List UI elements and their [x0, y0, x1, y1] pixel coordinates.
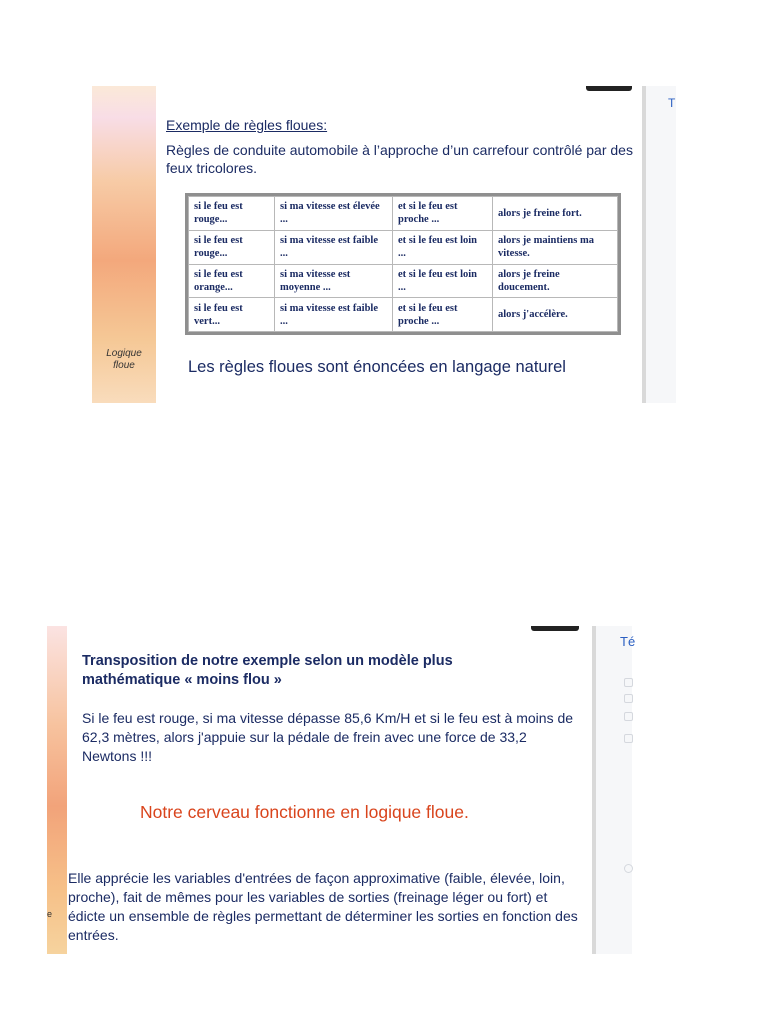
- slide-top-tab: [531, 626, 579, 631]
- slide-title: Transposition de notre exemple selon un modèle plus mathématique « moins flou »: [82, 653, 453, 688]
- table-cell: si le feu est orange...: [189, 264, 275, 298]
- slide-bottom-text: Elle apprécie les variables d'entrées de façon approximative (faible, élevée, loin, proche), fait de mêmes pour les variables de sorties (freinage léger ou fort) et édicte un ensemble de règles permettant de déterminer les sorties en fonction des entrées.: [68, 870, 578, 943]
- table-row: [189, 264, 618, 298]
- slide-footer-text: Les règles floues sont énoncées en langage naturel: [188, 358, 566, 376]
- table-row: [189, 197, 618, 231]
- side-panel-label[interactable]: Té: [620, 634, 636, 649]
- slide-title: Exemple de règles floues:: [166, 117, 328, 133]
- table-cell: et si le feu est loin ...: [393, 264, 493, 298]
- slide-side-label: Logique floue: [106, 348, 142, 371]
- table-cell: alors je maintiens ma vitesse.: [493, 230, 618, 264]
- table-cell: et si le feu est loin ...: [393, 230, 493, 264]
- checkbox-icon: [624, 678, 633, 687]
- side-panel-label[interactable]: T: [668, 96, 676, 110]
- table-row: [189, 298, 618, 332]
- checkbox-icon: [624, 712, 633, 721]
- table-cell: si le feu est vert...: [189, 298, 275, 332]
- table-cell: si le feu est rouge...: [189, 197, 275, 231]
- circle-icon: [624, 864, 633, 873]
- slide-fuzzy-rules-example: [92, 86, 642, 403]
- slide-side-label: e: [47, 909, 53, 919]
- slide-intro-text: Règles de conduite automobile à l’approche d’un carrefour contrôlé par des feux tricolores.: [166, 142, 633, 176]
- slide-fuzzy-logic-transposition: [47, 626, 592, 954]
- slide-paragraph: Si le feu est rouge, si ma vitesse dépasse 85,6 Km/H et si le feu est à moins de 62,3 mètres, alors j'appuie sur la pédale de frein avec une force de 33,2 Newtons !!!: [82, 710, 574, 764]
- slide-highlight-text: Notre cerveau fonctionne en logique floue.: [140, 802, 469, 822]
- checkbox-icon: [624, 694, 633, 703]
- table-cell: si le feu est rouge...: [189, 230, 275, 264]
- side-panel: [646, 86, 676, 403]
- table-cell: et si le feu est proche ...: [393, 298, 493, 332]
- table-cell: alors j'accélère.: [493, 298, 618, 332]
- slide-side-band: [47, 626, 67, 954]
- table-cell: si ma vitesse est moyenne ...: [275, 264, 393, 298]
- side-panel: [596, 626, 632, 954]
- table-cell: alors je freine fort.: [493, 197, 618, 231]
- slide-top-tab: [586, 86, 632, 91]
- table-row: [189, 230, 618, 264]
- checkbox-icon: [624, 734, 633, 743]
- table-cell: et si le feu est proche ...: [393, 197, 493, 231]
- table-cell: si ma vitesse est élevée ...: [275, 197, 393, 231]
- table-cell: si ma vitesse est faible ...: [275, 230, 393, 264]
- table-cell: si ma vitesse est faible ...: [275, 298, 393, 332]
- fuzzy-rules-table: [185, 193, 621, 335]
- table-cell: alors je freine doucement.: [493, 264, 618, 298]
